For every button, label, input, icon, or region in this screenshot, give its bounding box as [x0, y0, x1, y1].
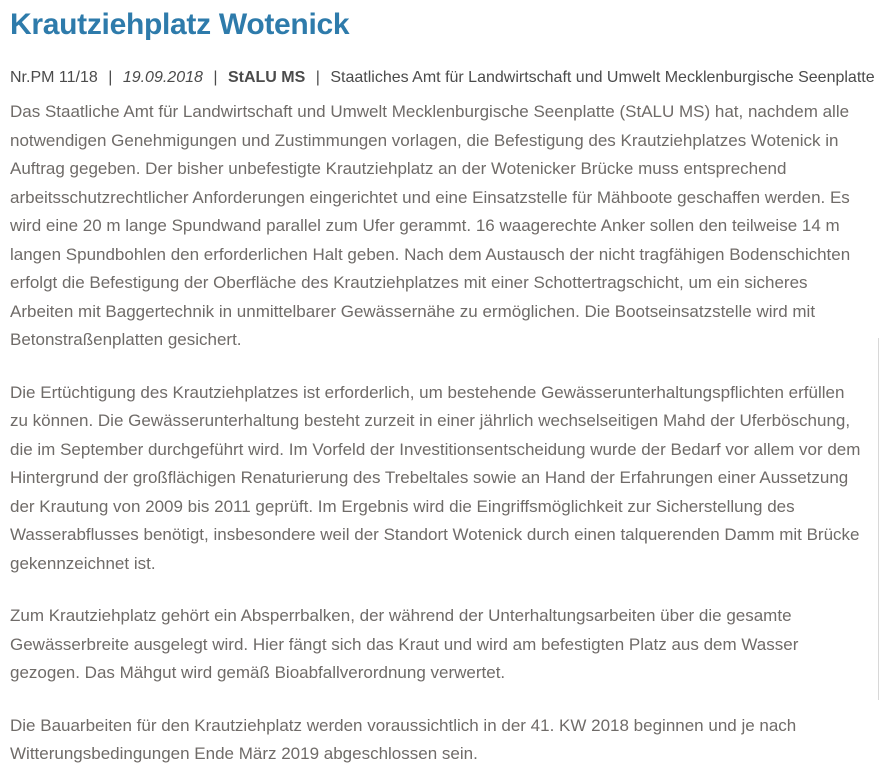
body-paragraph: Die Bauarbeiten für den Krautziehplatz werden voraussichtlich in der 41. KW 2018 beginnen und je nach Witterungsbedingungen Ende März 2019 abgeschlossen sein.: [10, 715, 797, 763]
body-paragraph: Zum Krautziehplatz gehört ein Absperrbalken, der während der Unterhaltungsarbeiten über die gesamte Gewässerbreite ausgelegt wird. Hier fängt sich das Kraut und wird am befestigten Platz aus dem Wasser gezogen. Das Mähgut wird gemäß Bioabfallverordnung verwertet.: [10, 606, 799, 682]
org-abbreviation: StALU MS: [227, 69, 306, 86]
body-paragraph: Das Staatliche Amt für Landwirtschaft und Umwelt Mecklenburgische Seenplatte (StALU MS) hat, nachdem alle notwendigen Genehmigungen und Zustimmungen vorlagen, die Befestigung des Krautziehplatzes Wotenick in Auftrag gegeben. Der bisher unbefestigte Krautziehplatz an der Wotenicker Brücke muss entsprechend arbeitsschutzrechtlicher Anforderungen eingerichtet und eine Einsatzstelle für Mähboote geschaffen werden. Es wird eine 20 m lange Spundwand parallel zum Ufer gerammt. 16 waagerechte Anker sollen den teilweise 14 m langen Spundbohlen den erforderlichen Halt geben. Nach dem Austausch der nicht tragfähigen Bodenschichten erfolgt die Befestigung der Oberfläche des Krautziehplatzes mit einer Schottertragschicht, um ein sicheres Arbeiten mit Baggertechnik in unmittelbarer Gewässernähe zu ermöglichen. Die Bootseinsatzstelle wird mit Betonstraßenplatten gesichert.: [10, 102, 851, 349]
meta-line: [10, 68, 875, 88]
body-paragraph: Die Ertüchtigung des Krautziehplatzes ist erforderlich, um bestehende Gewässerunterhaltungspflichten erfüllen zu können. Die Gewässerunterhaltung besteht zurzeit in einer jährlich wechselseitigen Mahd der Uferböschung, die im September durchgeführt wird. Im Vorfeld der Investitionsentscheidung wurde der Bedarf vor allem vor dem Hintergrund der großflächigen Renaturierung des Trebeltales sowie an Hand der Erfahrungen einer Aussetzung der Krautung von 2009 bis 2011 geprüft. Im Ergebnis wird die Eingriffsmöglichkeit zur Sicherstellung des Wasserabflusses benötigt, insbesondere weil der Standort Wotenick durch einen talquerenden Damm mit Brücke gekennzeichnet ist.: [10, 382, 861, 573]
meta-separator: |: [213, 69, 218, 86]
press-release-date: 19.09.2018: [122, 69, 203, 86]
page-title: Krautziehplatz Wotenick: [10, 8, 350, 41]
meta-separator: |: [315, 69, 320, 86]
meta-separator: |: [108, 69, 113, 86]
press-release-body: [10, 98, 867, 769]
org-name: Staatliches Amt für Landwirtschaft und Umwelt Mecklenburgische Seenplatte: [330, 69, 875, 86]
press-release-number: Nr.PM 11/18: [10, 69, 98, 86]
